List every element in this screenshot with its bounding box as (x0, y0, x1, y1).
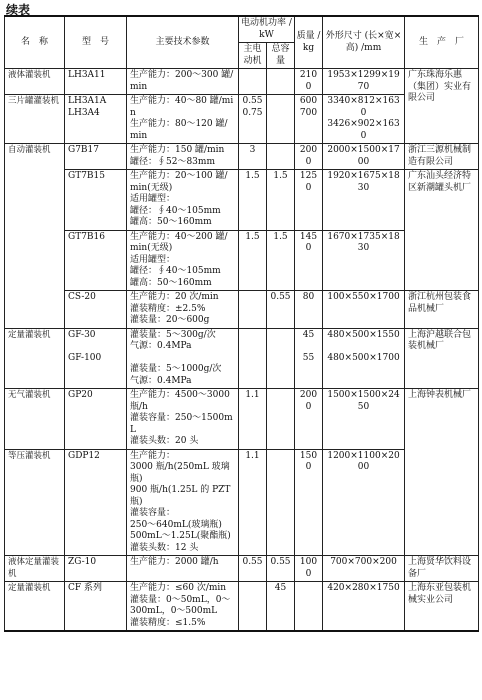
cell-p-total (267, 389, 295, 450)
cell-p-total: 45 (267, 582, 295, 632)
cell-model: GP20 (65, 389, 127, 450)
cell-p-total: 0.55 (267, 556, 295, 582)
cell-model: G7B17 (65, 144, 127, 170)
cell-p-total (267, 144, 295, 170)
table-row (5, 144, 479, 170)
cell-dims: 1920×1675×1830 (323, 170, 405, 231)
cell-params: 生产能力：≤60 次/min 灌装量：0～50mL，0～300mL，0～500mL 灌装精度：≤1.5% (127, 582, 239, 632)
cell-model: GT7B15 (65, 170, 127, 231)
cell-mass: 1500 (295, 449, 323, 556)
header-dims: 外形尺寸 (长×宽×高) /mm (323, 16, 405, 69)
cell-dims: 3340×812×1630 3426×902×1630 (323, 95, 405, 144)
table-row (5, 389, 479, 450)
cell-mass: 2000 (295, 144, 323, 170)
cell-maker: 上海钟表机械厂 (405, 389, 479, 556)
cell-name: 液体定量灌装机 (5, 556, 65, 582)
cell-dims: 480×500×1550 480×500×1700 (323, 328, 405, 389)
cell-model: CF 系列 (65, 582, 127, 632)
cell-params: 生产能力：20～100 罐/min(无级) 适用罐型： 罐径：∮40～105mm 罐高：50～160mm (127, 170, 239, 231)
cell-p-total: 1.5 (267, 170, 295, 231)
cell-maker: 上海沪越联合包装机械厂 (405, 328, 479, 389)
cell-p-main: 1.1 (239, 449, 267, 556)
header-mass: 质量 /kg (295, 16, 323, 69)
cell-dims: 1200×1100×2000 (323, 449, 405, 556)
cell-mass: 2000 (295, 389, 323, 450)
cell-name: 自动灌装机 (5, 144, 65, 329)
cell-p-total (267, 328, 295, 389)
cell-model: GDP12 (65, 449, 127, 556)
cell-mass: 1000 (295, 556, 323, 582)
table-row (5, 69, 479, 95)
cell-model: CS-20 (65, 291, 127, 329)
header-power-main: 主电动机 (239, 43, 267, 69)
cell-name: 定量灌装机 (5, 582, 65, 632)
cell-mass (295, 582, 323, 632)
cell-p-total (267, 95, 295, 144)
cell-p-total (267, 449, 295, 556)
cell-params: 生产能力：2000 罐/h (127, 556, 239, 582)
header-power: 电动机功率 /kW (239, 16, 295, 43)
cell-params: 生产能力：40～200 罐/min(无级) 适用罐型： 罐径：∮40～105mm 罐高：50～160mm (127, 230, 239, 291)
cell-mass: 2100 (295, 69, 323, 95)
cell-p-main: 1.1 (239, 389, 267, 450)
cell-p-main (239, 69, 267, 95)
cell-name: 三片罐灌装机 (5, 95, 65, 144)
cell-dims: 1500×1500×2450 (323, 389, 405, 450)
cell-maker: 广东珠海乐惠（集团）实业有限公司 (405, 69, 479, 144)
cell-dims: 700×700×200 (323, 556, 405, 582)
cell-name: 等压灌装机 (5, 449, 65, 556)
table-row (5, 582, 479, 632)
cell-maker: 上海贤华饮料设备厂 (405, 556, 479, 582)
cell-p-main: 3 (239, 144, 267, 170)
table-row (5, 170, 479, 231)
cell-model: ZG-10 (65, 556, 127, 582)
cell-p-total (267, 69, 295, 95)
cell-mass: 80 (295, 291, 323, 329)
cell-params: 生产能力： 3000 瓶/h(250mL 玻璃瓶) 900 瓶/h(1.25L 的 PZT 瓶) 灌装容量： 250～640mL(玻璃瓶) 500mL～1.25L(聚酯瓶) 灌装头数：12 头 (127, 449, 239, 556)
cell-params: 生产能力：200～300 罐/min (127, 69, 239, 95)
cell-p-total: 0.55 (267, 291, 295, 329)
cell-dims: 2000×1500×1700 (323, 144, 405, 170)
cell-params: 生产能力：150 罐/min 罐径：∮52～83mm (127, 144, 239, 170)
header-power-total: 总容量 (267, 43, 295, 69)
cell-p-main (239, 328, 267, 389)
header-name: 名 称 (5, 16, 65, 69)
cell-mass: 1450 (295, 230, 323, 291)
cell-mass: 600 700 (295, 95, 323, 144)
cell-p-main (239, 291, 267, 329)
cell-model: GT7B16 (65, 230, 127, 291)
cell-dims: 1670×1735×1830 (323, 230, 405, 291)
cell-params: 灌装量：5～300g/次 气源：0.4MPa 灌装量：5～1000g/次 气源：0.4MPa (127, 328, 239, 389)
cell-mass: 1250 (295, 170, 323, 231)
cell-p-main: 1.5 (239, 230, 267, 291)
cell-model: LH3A11 (65, 69, 127, 95)
cell-mass: 45 55 (295, 328, 323, 389)
cell-name: 无气灌装机 (5, 389, 65, 450)
filling-machine-table (4, 15, 479, 632)
page-title: 续表 (6, 3, 31, 17)
cell-dims: 1953×1299×1970 (323, 69, 405, 95)
cell-maker: 上海东亚包装机械实业公司 (405, 582, 479, 632)
header-params: 主要技术参数 (127, 16, 239, 69)
cell-name: 液体灌装机 (5, 69, 65, 95)
cell-params: 生产能力：4500～3000 瓶/h 灌装容量：250～1500mL 灌装头数：20 头 (127, 389, 239, 450)
cell-p-total: 1.5 (267, 230, 295, 291)
cell-params: 生产能力：40～80 罐/min 生产能力：80～120 罐/min (127, 95, 239, 144)
table-row (5, 328, 479, 389)
cell-dims: 100×550×1700 (323, 291, 405, 329)
table-row (5, 291, 479, 329)
cell-model: GF-30 GF-100 (65, 328, 127, 389)
cell-p-main (239, 582, 267, 632)
cell-p-main: 0.55 (239, 556, 267, 582)
cell-p-main: 1.5 (239, 170, 267, 231)
cell-name: 定量灌装机 (5, 328, 65, 389)
cell-maker: 浙江三源机械制造有限公司 (405, 144, 479, 170)
header-model: 型 号 (65, 16, 127, 69)
header-maker: 生 产 厂 (405, 16, 479, 69)
cell-params: 生产能力：20 次/min 灌装精度：±2.5% 灌装量：20～600g (127, 291, 239, 329)
cell-p-main: 0.55 0.75 (239, 95, 267, 144)
cell-model: LH3A1A LH3A4 (65, 95, 127, 144)
cell-maker: 广东汕头经济特区新潮罐头机厂 (405, 170, 479, 291)
table-row (5, 556, 479, 582)
cell-maker: 浙江杭州包装食品机械厂 (405, 291, 479, 329)
cell-dims: 420×280×1750 (323, 582, 405, 632)
